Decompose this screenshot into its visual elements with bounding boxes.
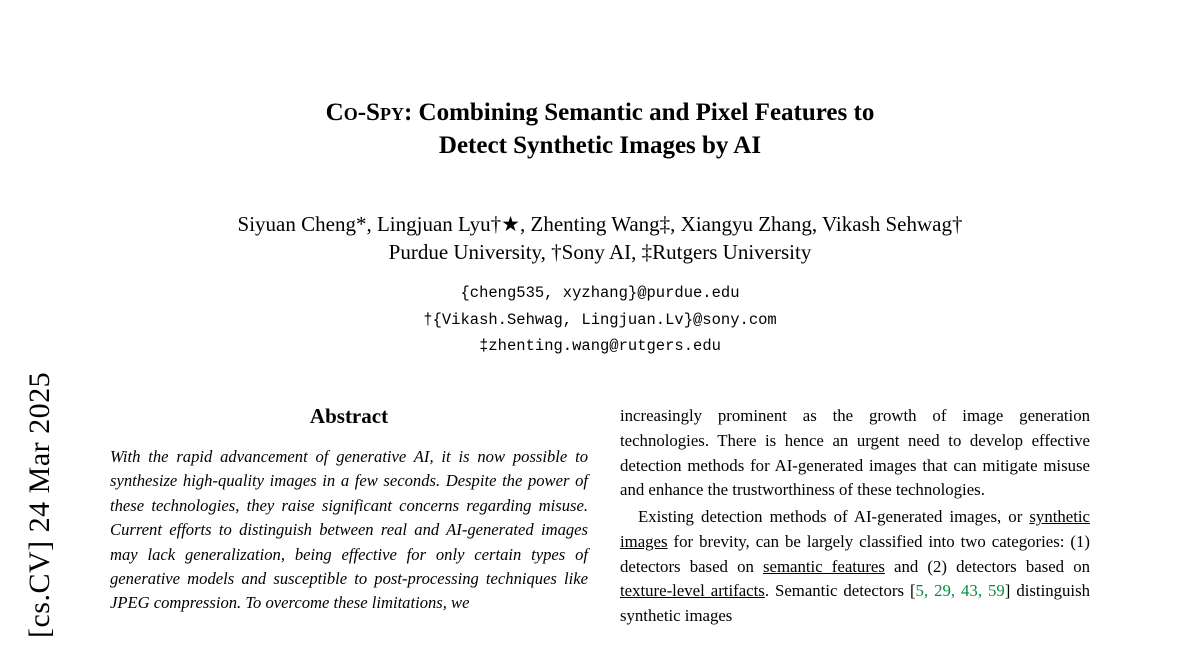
intro-p2-seg5: ] distinguish synthetic images (620, 581, 1091, 626)
citation-group[interactable]: 5, 29, 43, 59 (915, 581, 1005, 601)
page-title (110, 96, 1090, 163)
author-list: Siyuan Cheng*, Lingjuan Lyu†★, Zhenting Wang‡, Xiangyu Zhang, Vikash Sehwag† (237, 212, 963, 236)
intro-column (620, 404, 1090, 629)
paper-title-line1-rest: : Combining Semantic and Pixel Features to (403, 99, 875, 126)
email-block (110, 280, 1090, 360)
abstract-text: With the rapid advancement of generative AI, it is now possible to synthesize high-quality images in a few seconds. Despite the power of these technologies, they raise significant concerns regarding misuse. Current efforts to distinguish between real and AI-generated images may lack generalization, being effective for only certain types of generative models and susceptible to post-processing techniques like JPEG compression. To overcome these limitations, we (110, 447, 588, 613)
intro-p2-seg4: . Semantic detectors [ (764, 581, 916, 601)
intro-paragraph-1: increasingly prominent as the growth of image generation technologies. There is hence an urgent need to develop effective detection methods for AI-generated images that can mitigate misuse and enhance the trustworthiness of these technologies. (620, 406, 1090, 500)
arxiv-stamp-text: [cs.CV] 24 Mar 2025 (23, 371, 56, 638)
abstract-heading: Abstract (309, 404, 389, 428)
arxiv-stamp (0, 0, 80, 648)
affiliation-list: Purdue University, †Sony AI, ‡Rutgers University (388, 240, 812, 265)
term-semantic-features: semantic features (763, 556, 885, 576)
email-line-3: ‡zhenting.wang@rutgers.edu (479, 337, 721, 356)
term-synthetic-images: synthetic images (620, 507, 1090, 551)
intro-paragraph-2 (620, 505, 1090, 629)
paper-title-line2: Detect Synthetic Images by AI (438, 132, 762, 160)
term-texture-level-artifacts: texture-level artifacts (620, 581, 765, 601)
intro-p2-seg2: for brevity, can be largely classified into two categories: (1) detectors based on (620, 531, 1090, 576)
abstract-column (110, 404, 588, 616)
email-line-2: †{Vikash.Sehwag, Lingjuan.Lv}@sony.com (423, 310, 777, 329)
paper-title-name: Co-Spy (325, 99, 404, 126)
email-line-1: {cheng535, xyzhang}@purdue.edu (460, 284, 740, 302)
author-block (110, 210, 1090, 267)
paper-title-line1 (110, 96, 1090, 129)
intro-p2-seg1: Existing detection methods of AI-generated images, or (638, 507, 1030, 527)
intro-p2-seg3: and (2) detectors based on (884, 556, 1090, 576)
